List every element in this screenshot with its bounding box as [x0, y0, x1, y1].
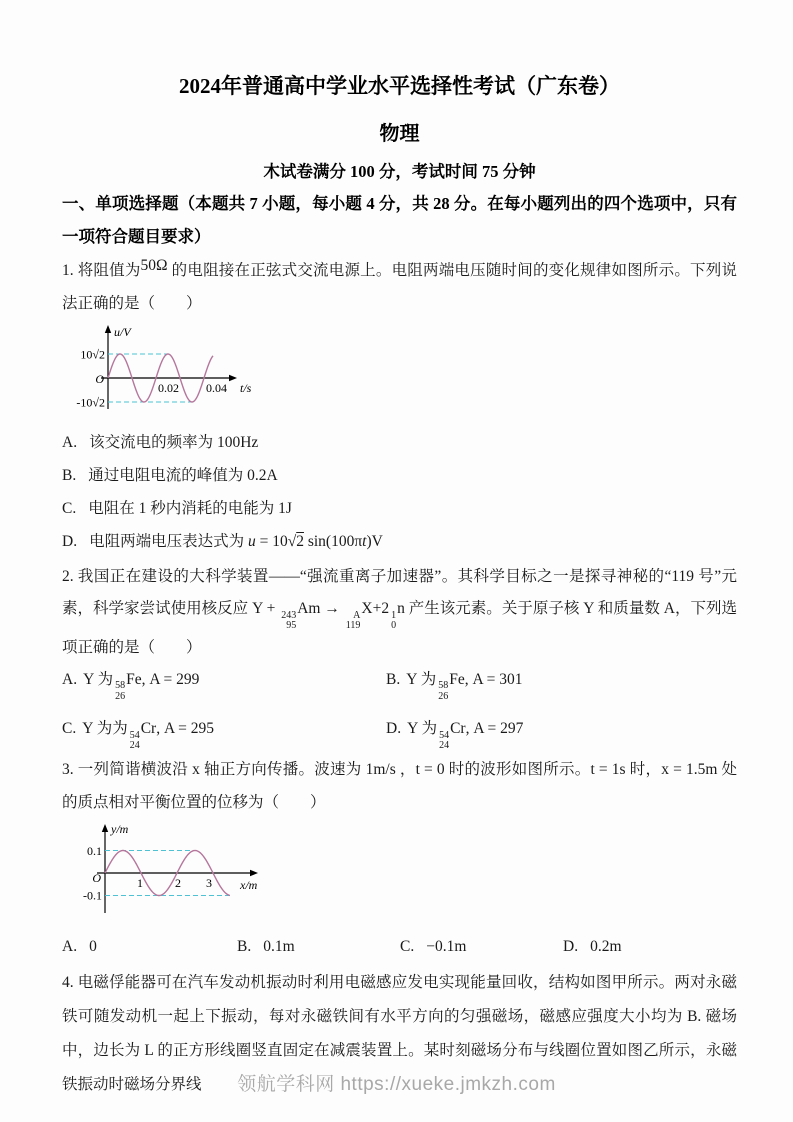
x-tick-2: 2 — [175, 875, 181, 890]
formula-part: sin(100π — [303, 532, 363, 550]
q1-option-d-formula — [248, 533, 383, 550]
x-tick-002: 0.02 — [158, 381, 179, 396]
y-axis-arrow — [102, 824, 108, 832]
nuclide-cr — [437, 720, 466, 752]
y-axis-label: u/V — [114, 325, 131, 340]
option-text: 0.1m — [263, 937, 295, 955]
nuclide-n — [389, 593, 405, 632]
q1-option-b — [62, 460, 737, 493]
neg-amplitude-label: -10√2 — [76, 395, 105, 410]
q3-waveform-graph — [70, 820, 737, 925]
option-label: D. — [62, 532, 78, 550]
element-symbol: Cr — [450, 720, 466, 738]
q1-option-d — [62, 526, 737, 559]
option-label: C. — [62, 499, 77, 517]
y-axis-arrow — [105, 325, 111, 333]
question-2-stem — [62, 561, 737, 665]
q2-option-b — [386, 667, 737, 703]
option-text: 0.2m — [590, 937, 622, 955]
option-text: Y 为 — [406, 670, 437, 688]
element-symbol: Fe — [126, 670, 142, 688]
waveform-chart — [70, 820, 282, 920]
q1-options — [62, 427, 737, 558]
origin-label: O — [95, 372, 104, 387]
q3-option-c — [400, 931, 563, 962]
mass-number: 58 — [438, 680, 449, 692]
y-axis-label: y/m — [111, 821, 129, 836]
atomic-number: 26 — [438, 690, 449, 702]
reaction-arrow: → — [324, 600, 340, 618]
formula-radicand: 2 — [296, 532, 304, 550]
nuclide-prescripts — [130, 731, 140, 752]
x-tick-3: 3 — [206, 875, 212, 890]
option-text: 电阻在 1 秒内消耗的电能为 1J — [88, 499, 292, 517]
mass-number: 243 — [281, 609, 297, 621]
q2-options — [62, 667, 737, 752]
q3-option-b — [237, 931, 400, 962]
q1-voltage-time-graph — [70, 321, 737, 421]
nuclide-prescripts — [346, 611, 361, 632]
formula-part: = 10√ — [255, 532, 297, 550]
q2-option-c — [62, 716, 386, 752]
q2-stem-p4: 产生该元素。关于原子核 Y 和质量数 A，下列选项正确的是（ ） — [62, 600, 737, 656]
mass-number: 54 — [129, 729, 140, 741]
q1-stem-post: 的电阻接在正弦式交流电源上。电阻两端电压随时间的变化规律如图所示。下列说法正确的是（ ） — [62, 262, 737, 313]
option-text: Y 为为 — [82, 720, 128, 738]
nuclide-fe — [113, 671, 142, 703]
option-text: Y 为 — [83, 670, 114, 688]
mass-number: 1 — [391, 609, 397, 621]
atomic-number: 0 — [391, 620, 397, 632]
subject-title: 物理 — [379, 123, 420, 146]
q2-option-d — [386, 716, 737, 752]
x-axis-label: x/m — [240, 877, 258, 892]
option-text: −0.1m — [426, 937, 467, 955]
option-label: C. — [400, 937, 415, 955]
nuclide-am — [279, 593, 320, 632]
amplitude-label: 0.1 — [87, 843, 102, 858]
watermark-footer: 领航学科网 https://xueke.jmkzh.com — [237, 1074, 556, 1095]
mass-number: 54 — [439, 729, 450, 741]
atomic-number: 26 — [115, 690, 126, 702]
question-4-stem: 4. 电磁俘能器可在汽车发动机振动时利用电磁感应发电实现能量回收，结构如图甲所示。两对永磁铁可随发动机一起上下振动，每对永磁铁间有水平方向的匀强磁场，磁感应强度大小均为 B. 磁场中，边长为 L 的正方形线圈竖直固定在减震装置上。某时刻磁场分布与线圈位置如图乙所示，永磁铁振动时磁场分界线 — [62, 973, 737, 1093]
x-tick-004: 0.04 — [206, 381, 227, 396]
nuclide-prescripts — [439, 731, 449, 752]
mass-number: 58 — [115, 680, 126, 692]
nuclide-x — [344, 593, 373, 632]
section-heading: 一、单项选择题（本题共 7 小题，每小题 4 分，共 28 分。在每小题列出的四个选项中，只有一项符合题目要求） — [62, 194, 737, 247]
option-label: B. — [386, 670, 401, 688]
question-1-stem — [62, 255, 737, 321]
q1-resistance-value: 50Ω — [140, 257, 168, 275]
atomic-number: 119 — [345, 620, 361, 632]
option-label: A. — [62, 434, 78, 452]
atomic-number: 24 — [129, 740, 140, 752]
formula-part: )V — [366, 532, 383, 550]
option-text: Y 为 — [407, 720, 438, 738]
q3-option-a — [62, 931, 237, 962]
x-axis-label: t/s — [240, 381, 252, 396]
nuclide-fe — [436, 671, 465, 703]
nuclide-cr — [128, 720, 157, 752]
q2-stem-p1: 2. 我国正在建设的大科学装置——“强流重离子加速器”。其科学目标之一是探寻神秘的“119 号”元素，科学家尝试使用核反应 Y + — [62, 567, 737, 618]
q2-stem-p3: +2 — [372, 600, 390, 618]
voltage-time-chart — [70, 321, 270, 416]
amplitude-label: 10√2 — [80, 347, 105, 362]
q3-options — [62, 931, 737, 962]
q1-stem-pre: 1. 将阻值为 — [62, 262, 141, 280]
formula-var-u: u — [247, 532, 256, 550]
q2-option-a — [62, 667, 386, 703]
option-label: B. — [237, 937, 252, 955]
option-label: B. — [62, 467, 77, 485]
option-label: A. — [62, 670, 78, 688]
option-result: , A = 301 — [464, 670, 523, 688]
option-result: , A = 295 — [156, 720, 215, 738]
option-text: 通过电阻电流的峰值为 0.2A — [88, 467, 278, 485]
q1-option-c — [62, 493, 737, 526]
option-label: C. — [62, 720, 77, 738]
option-result: , A = 299 — [141, 670, 200, 688]
option-text: 电阻两端电压表达式为 — [89, 532, 248, 550]
q3-option-d — [563, 931, 737, 962]
formula-var-t: t — [362, 532, 367, 550]
x-axis-arrow — [229, 375, 237, 381]
exam-info: 木试卷满分 100 分，考试时间 75 分钟 — [263, 162, 536, 182]
option-label: D. — [563, 937, 579, 955]
page-title: 2024年普通高中学业水平选择性考试（广东卷） — [179, 74, 620, 98]
option-text: 0 — [89, 937, 97, 955]
element-symbol: Am — [297, 600, 321, 618]
x-axis-arrow — [250, 869, 258, 875]
origin-label: O — [92, 870, 101, 885]
mass-number: A — [353, 609, 361, 621]
element-symbol: X — [361, 600, 373, 618]
option-label: D. — [386, 720, 402, 738]
option-text: 该交流电的频率为 100Hz — [89, 434, 259, 452]
atomic-number: 24 — [439, 740, 450, 752]
nuclide-prescripts — [281, 611, 296, 632]
element-symbol: Fe — [449, 670, 465, 688]
element-symbol: n — [397, 600, 405, 618]
option-label: A. — [62, 937, 78, 955]
q1-option-a — [62, 427, 737, 460]
x-tick-1: 1 — [137, 875, 143, 890]
atomic-number: 95 — [286, 620, 297, 632]
nuclide-prescripts — [115, 681, 125, 702]
nuclide-prescripts — [391, 611, 396, 632]
element-symbol: Cr — [140, 720, 157, 738]
neg-amplitude-label: -0.1 — [83, 888, 102, 903]
nuclide-prescripts — [438, 681, 448, 702]
question-3-stem: 3. 一列简谐横波沿 x 轴正方向传播。波速为 1m/s ，t = 0 时的波形如图所示。t = 1s 时，x = 1.5m 处的质点相对平衡位置的位移为（ ） — [62, 760, 737, 811]
option-result: , A = 297 — [465, 720, 524, 738]
